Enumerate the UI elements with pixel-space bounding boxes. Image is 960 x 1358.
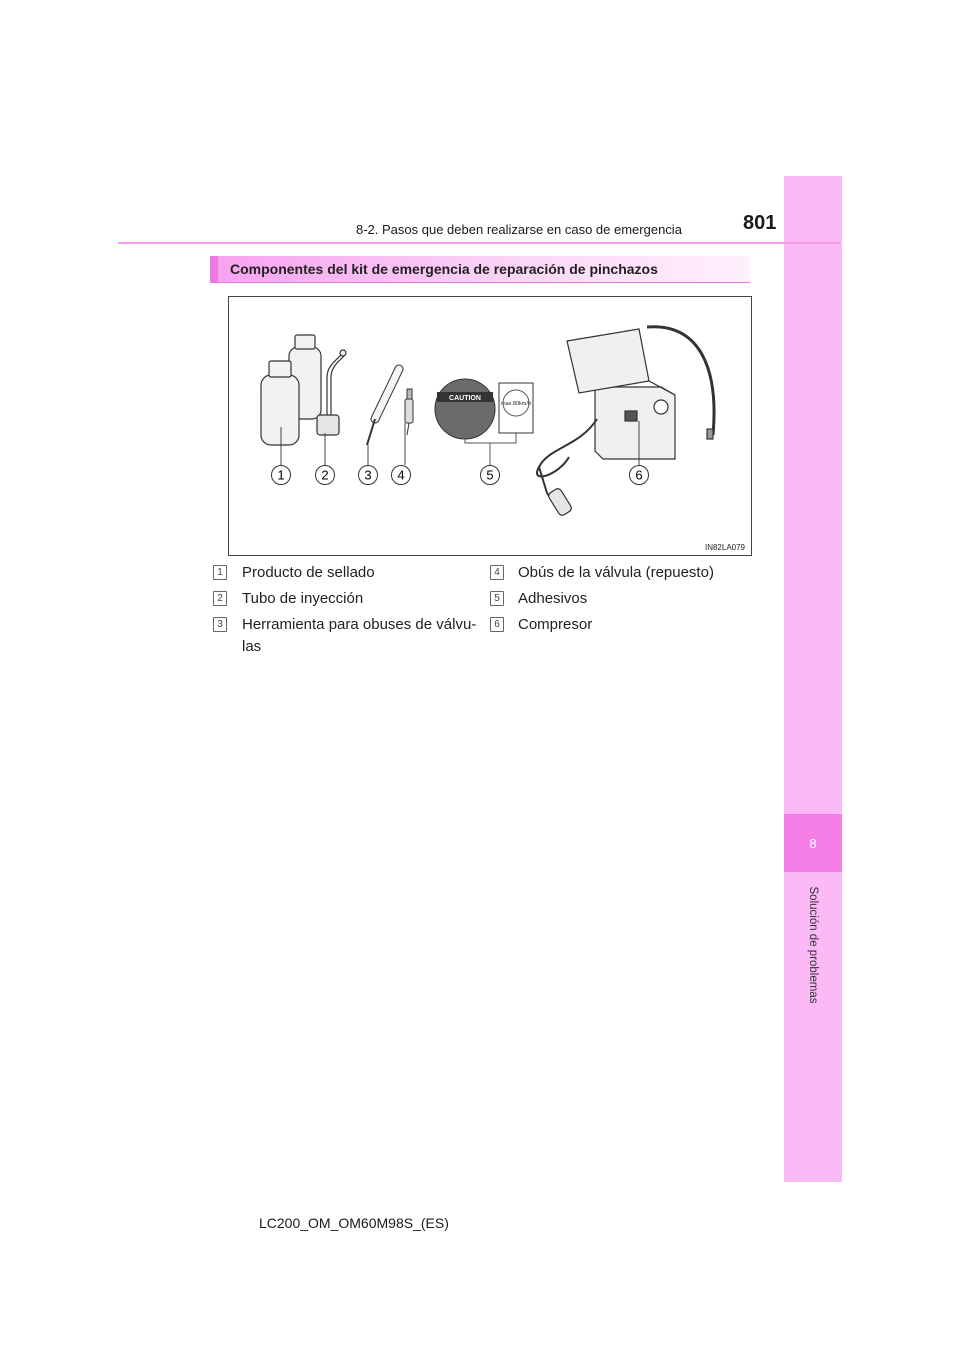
valve-core-tool-icon (367, 369, 399, 445)
header-section: 8-2. Pasos que deben realizarse en caso de emergencia (356, 222, 682, 237)
figure-code: IN82LA079 (704, 543, 745, 552)
legend-item-continued: las (242, 638, 262, 655)
callout-3: 3 (364, 467, 372, 483)
compressor-icon (537, 327, 714, 517)
kit-illustration-drawing (229, 297, 751, 555)
chapter-number: 8 (784, 814, 842, 872)
legend-number: 5 (490, 591, 504, 606)
legend-number: 2 (213, 591, 227, 606)
section-title-bar (210, 256, 750, 283)
svg-text:max.80km/h: max.80km/h (501, 401, 531, 407)
legend-item: Tubo de inyección (242, 590, 364, 607)
callout-6: 6 (635, 467, 643, 483)
caution-sticker-icon (435, 379, 495, 439)
valve-core-icon (405, 389, 413, 435)
legend-number: 6 (490, 617, 504, 632)
callout-1: 1 (277, 467, 285, 483)
section-title: Componentes del kit de emergencia de reparación de pinchazos (230, 261, 658, 277)
legend-item: Obús de la válvula (repuesto) (518, 564, 714, 581)
speed-sticker-icon (499, 383, 533, 433)
legend-item: Producto de sellado (242, 564, 375, 581)
legend-item: Adhesivos (518, 590, 588, 607)
sealant-bottle-icon (261, 335, 321, 445)
svg-text:CAUTION: CAUTION (449, 395, 481, 402)
callouts (272, 466, 649, 485)
page-number: 801 (743, 212, 777, 234)
legend-item: Herramienta para obuses de válvu- (242, 616, 477, 633)
legend-number: 4 (490, 565, 504, 580)
side-chapter-tab (784, 176, 842, 1182)
callout-2: 2 (321, 467, 329, 483)
legend-number: 1 (213, 565, 227, 580)
callout-4: 4 (397, 467, 405, 483)
footer-model-code: LC200_OM_OM60M98S_(ES) (259, 1215, 449, 1231)
kit-illustration (228, 296, 752, 556)
callout-5: 5 (486, 467, 494, 483)
legend-item: Compresor (518, 616, 593, 633)
legend-number: 3 (213, 617, 227, 632)
header-rule (118, 242, 841, 244)
chapter-title: Solución de problemas (807, 886, 819, 1004)
